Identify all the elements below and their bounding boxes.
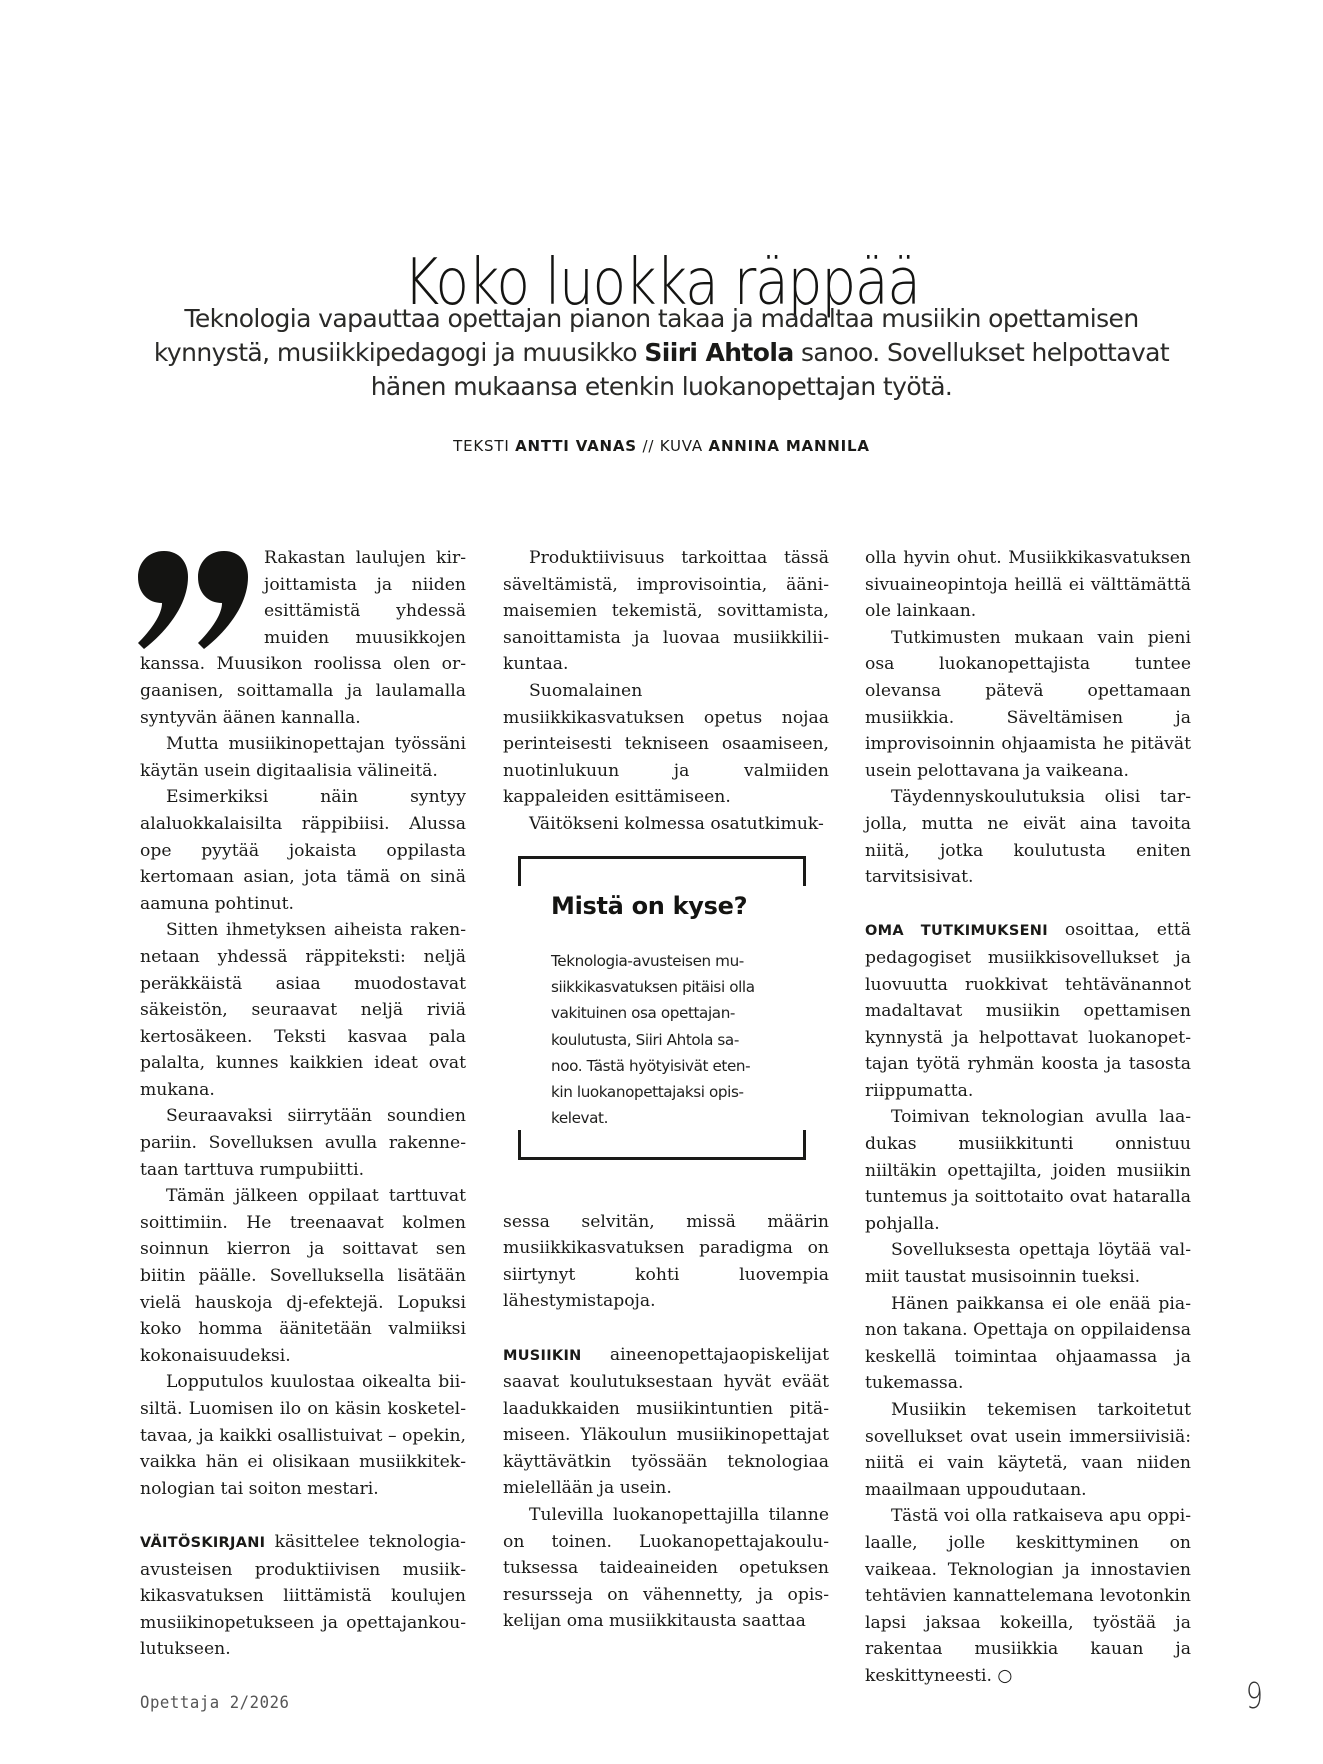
box-title: Mistä on kyse? (551, 892, 748, 920)
section-lead-caps: VÄITÖSKIRJANI (140, 1534, 266, 1551)
section-lead-caps: OMA TUTKIMUKSENI (865, 923, 1048, 940)
text-column-3 (865, 545, 1191, 1690)
paragraph-section-start (503, 1342, 829, 1503)
paragraph-text: Tästä voi olla ratkaiseva apu oppilaalle, jolle keskittyminen on vaikeaa. Teknologian ja innostavien tehtävien kannattelemana levotonkin lapsi jaksaa kokeilla, työstää ja rakentaa musiikkia kauan ja keskittyneesti. (865, 1506, 1191, 1686)
box-corner-tick (518, 1130, 521, 1160)
lede-text-end: sanoo. Sovellukset helpottavat hänen mukaansa etenkin luokanopettajan työtä. (370, 338, 1170, 401)
paragraph: Suomalainen musiikkikasvatuksen opetus nojaa perinteisesti tekniseen osaamiseen, nuotinlukuun ja valmiiden kappaleiden esittämiseen. (503, 680, 829, 808)
paragraph: Sovelluksesta opettaja löytää valmiit taustat musisoinnin tueksi. (865, 1240, 1191, 1288)
lede-interviewee-name: Siiri Ahtola (644, 338, 794, 367)
sidebar-fact-box (518, 856, 806, 1160)
box-corner-tick (803, 856, 806, 886)
article-lede (150, 302, 1173, 404)
paragraph: Esimerkiksi näin syntyy alaluokkalaisilta räppibiisi. Alussa ope pyytää jokaista oppilasta kertomaan asian, jota tämä on sinä aamuna pohtinut. (140, 787, 466, 914)
footer-publication: Opettaja 2/2026 (140, 1693, 290, 1713)
paragraph: Mutta musiikinopettajan työssäni käytän usein digitaalisia välineitä. (140, 734, 466, 781)
byline-separator: // (642, 437, 655, 455)
box-body: Teknologia-avusteisen musiikkikasvatuksen pitäisi olla vakituinen osa opettajankoulutusta, Siiri Ahtola sanoo. Tästä hyötyisivät etenkin luokanopettajaksi opiskelevat. (551, 952, 755, 1128)
paragraph: Täydennyskoulutuksia olisi tarjolla, mutta ne eivät aina tavoita niitä, jotka koulutusta eniten tarvitsisivat. (865, 787, 1191, 888)
paragraph-section-start (865, 917, 1191, 1104)
paragraph: Toimivan teknologian avulla laadukas musiikkitunti onnistuu niiltäkin opettajilta, joiden musiikin tuntemus ja soittotaito ovat hataralla pohjalla. (865, 1107, 1191, 1234)
paragraph-continued: sessa selvitän, missä määrin musiikkikasvatuksen paradigma on siirtynyt kohti luovempia lähestymistapoja. (503, 1211, 829, 1312)
byline-photographer: ANNINA MANNILA (708, 437, 870, 455)
box-bottom-border (518, 1157, 806, 1160)
box-top-border (518, 856, 806, 859)
byline-text-label: TEKSTI (453, 437, 510, 455)
paragraph: Tulevilla luokanopettajilla tilanne on toinen. Luokanopettajakoulutuksessa taideaineiden opetuksen resursseja on vähennetty, ja opiskelijan oma musiikkitausta saattaa (503, 1505, 829, 1632)
paragraph-final (865, 1503, 1191, 1689)
paragraph: Produktiivisuus tarkoittaa tässä säveltämistä, improvisointia, äänimaisemien tekemistä, sovittamista, sanoittamista ja luovaa musiikkiliikuntaa. (503, 548, 829, 675)
byline-photo-label: KUVA (659, 437, 703, 455)
byline-author: ANTTI VANAS (515, 437, 637, 455)
paragraph-section-start (140, 1529, 466, 1663)
paragraph: Sitten ihmetyksen aiheista rakennetaan yhdessä räppiteksti: neljä peräkkäistä asiaa muodostavat säkeistön, seuraavat neljä riviä kertosäkeen. Teksti kasvaa pala palalta, kunnes kaikkien ideat ovat mukana. (140, 920, 466, 1100)
paragraph: Tutkimusten mukaan vain pieni osa luokanopettajista tuntee olevansa pätevä opettamaan musiikkia. Säveltämisen ja improvisoinnin ohjaamista he pitävät usein pelottavana ja vaikeana. (865, 627, 1191, 781)
end-mark-icon: ○ (991, 1665, 1013, 1686)
text-column-1 (140, 545, 466, 1663)
byline (0, 437, 1323, 455)
paragraph: Hänen paikkansa ei ole enää pianon takana. Opettaja on oppilaidensa keskellä toimintaa ohjaamassa ja tukemassa. (865, 1293, 1191, 1394)
paragraph-text: osoittaa, että pedagogiset musiikkisovellukset ja luovuutta ruokkivat tehtävänannot madaltavat musiikin opettamisen kynnystä ja helpottavat luokanopettajan työtä ryhmän koosta ja tasosta riippumatta. (865, 920, 1191, 1101)
section-lead-caps: MUSIIKIN (503, 1347, 582, 1364)
paragraph: Seuraavaksi siirrytään soundien pariin. Sovelluksen avulla rakennetaan tarttuva rumpubiitti. (140, 1106, 466, 1180)
paragraph-text: käsittelee teknologia-avusteisen produktiivisen musiikkikasvatuksen liittämistä koulujen musiikinopetukseen ja opettajankoulutukseen. (140, 1531, 466, 1660)
paragraph: Väitökseni kolmessa osatutkimuk- (529, 813, 824, 834)
article-title: Koko luokka räppää (403, 245, 920, 320)
page-number: 9 (1245, 1676, 1263, 1717)
lede-text-start: Teknologia vapauttaa opettajan pianon takaa ja madaltaa musiikin opettamisen kynnystä, musiikkipedagogi ja muusikko (153, 304, 1139, 367)
box-corner-tick (518, 856, 521, 886)
paragraph: Lopputulos kuulostaa oikealta biisiltä. Luomisen ilo on käsin kosketeltavaa, ja kaikki osallistuivat – opekin, vaikka hän ei olisikaan musiikkiteknologian tai soiton mestari. (140, 1372, 466, 1499)
paragraph-continued: olla hyvin ohut. Musiikkikasvatuksen sivuaineopintoja heillä ei välttämättä ole lainkaan. (865, 548, 1191, 622)
quotation-mark-icon (136, 551, 252, 651)
paragraph: Musiikin tekemisen tarkoitetut sovellukset ovat usein immersiivisiä: niitä ei vain käytetä, vaan niiden maailmaan uppoudutaan. (865, 1400, 1191, 1500)
paragraph-text: aineenopettajaopiskelijat saavat koulutuksestaan hyvät eväät laadukkaiden musiikintuntien pitämiseen. Yläkoulun musiikinopettajat käyttävätkin työssään teknologiaa mielellään ja usein. (503, 1344, 829, 1499)
paragraph: Rakastan laulujen kirjoittamista ja niiden esittämistä yhdessä muiden muusikkojen kanssa. Muusikon roolissa olen orgaanisen, soittamalla ja laulamalla syntyvän äänen kannalla. (140, 548, 466, 728)
paragraph: Tämän jälkeen oppilaat tarttuvat soittimiin. He treenaavat kolmen soinnun kierron ja soittavat sen biitin päälle. Sovelluksella lisätään vielä hauskoja dj-efektejä. Lopuksi koko homma äänitetään valmiiksi kokonaisuudeksi. (140, 1186, 466, 1366)
box-corner-tick (803, 1130, 806, 1160)
